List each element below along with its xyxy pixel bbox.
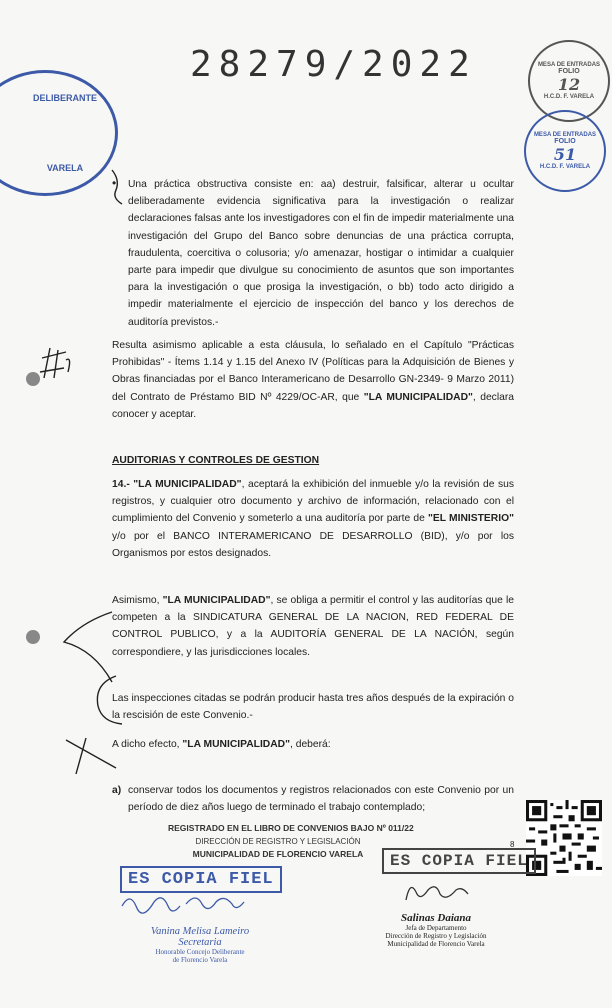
resulta-text-2: , declara conocer y aceptar. [112, 391, 514, 420]
folio-stamp-2-header: MESA DE ENTRADAS [533, 132, 597, 138]
left-signature-scribble [122, 898, 244, 913]
page-number: 8 [510, 840, 515, 849]
left-signature-role: Secretaria [178, 937, 222, 948]
asimismo-text-1: Asimismo, [112, 595, 163, 606]
folio-stamp-2-label: FOLIO [554, 138, 576, 145]
resulta-municipalidad: "LA MUNICIPALIDAD" [363, 391, 473, 403]
right-signature-name: Salinas Daiana [401, 912, 471, 924]
paragraph-14-ministerio: "EL MINISTERIO" [428, 513, 514, 525]
right-signature-role: Jefa de Departamento [405, 924, 467, 932]
deliberante-stamp-bottom: VARELA [46, 163, 84, 173]
paragraph-14-number: 14.- [112, 479, 134, 490]
paragraph-14-text-1: , aceptará la exhibición del inmueble y/o la revisión de sus registros, y cualquier otro documento y archivo de información, relacionado con el cumplimiento del Convenio y someterlo a una auditoría por parte de [112, 479, 514, 525]
right-signature-org-1: Dirección de Registro y Legislación [385, 932, 487, 940]
efecto-municipalidad: "LA MUNICIPALIDAD" [182, 739, 290, 750]
paragraph-inspecciones: Las inspecciones citadas se podrán producir hasta tres años después de la expiración o la rescisión de este Convenio.- [112, 693, 514, 722]
registry-line-3: MUNICIPALIDAD DE FLORENCIO VARELA [192, 849, 364, 859]
asimismo-municipalidad: "LA MUNICIPALIDAD" [162, 595, 271, 606]
efecto-text-2: , deberá: [290, 739, 331, 750]
left-signature-org-1: Honorable Concejo Deliberante [155, 948, 245, 956]
folio-stamp-1-footer: H.C.D. F. VARELA [543, 94, 595, 100]
file-number: 28279/2022 [190, 44, 477, 85]
bullet-mark: • [112, 176, 117, 190]
paragraph-obstructive-practice: Una práctica obstructiva consiste en: aa) destruir, falsificar, alterar u ocultar deliberadamente evidencia significativa para la investigación o realizar declaraciones falsas ante los investigadores con el fin de impedir materialmente una investigación del Grupo del Banco sobre denuncias de una práctica corrupta, fraudulenta, coercitiva o colusoria; y/o amenazar, hostigar o intimidar a cualquier parte para impedir que divulgue su conocimiento de asuntos que son importantes para la investigación o que prosiga la investigación, o bb) todo acto dirigido a impedir materialmente el ejercicio de inspección del banco y los derechos de auditoría previstos.- [128, 179, 514, 328]
folio-stamp-1-label: FOLIO [558, 68, 580, 75]
left-signature-block [110, 926, 290, 964]
right-signature-block [356, 912, 516, 948]
deliberante-stamp-top: DELIBERANTE [32, 93, 97, 103]
registry-line-1: REGISTRADO EN EL LIBRO DE CONVENIOS BAJO Nº 011/22 [168, 823, 414, 833]
paragraph-14-municipalidad: "LA MUNICIPALIDAD" [133, 479, 242, 490]
section-heading-auditorias: AUDITORIAS Y CONTROLES DE GESTION [112, 455, 320, 466]
registry-line-2: DIRECCIÓN DE REGISTRO Y LEGISLACIÓN [195, 837, 361, 846]
left-signature-name: Vanina Melisa Lameiro [150, 926, 250, 937]
copia-fiel-stamp-left: ES COPIA FIEL [120, 866, 282, 893]
paragraph-14-text-2: y/o por el BANCO INTERAMERICANO DE DESARROLLO (BID), y/o por los Organismos por estos designados. [112, 530, 514, 559]
folio-stamp-2-footer: H.C.D. F. VARELA [539, 164, 591, 170]
right-signature-scribble [406, 887, 468, 900]
efecto-text-1: A dicho efecto, [112, 739, 183, 750]
resulta-text-1: Resulta asimismo aplicable a esta cláusula, lo señalado en el Capítulo "Prácticas Prohibidas" - Ítems 1.14 y 1.15 del Anexo IV (Políticas para la Adquisición de Bienes y Obras financiadas por el Banco Interamericano de Desarrollo GN-2349- 9 Marzo 2011) del Contrato de Préstamo BID Nº 4229/OC-AR, que [112, 340, 514, 403]
folio-stamp-1-header: MESA DE ENTRADAS [537, 62, 601, 68]
left-signature-org-2: de Florencio Varela [172, 956, 228, 964]
item-a-label: a) [112, 785, 122, 796]
right-signature-org-2: Municipalidad de Florencio Varela [387, 940, 485, 948]
folio-stamp-2-number: 51 [553, 145, 577, 164]
copia-fiel-stamp-right: ES COPIA FIEL [382, 848, 536, 874]
asimismo-text-2: , se obliga a permitir el control y las auditorías que le competen a la SINDICATURA GENERAL DE LA NACION, RED FEDERAL DE CONTROL PUBLICO, y a la AUDITORÍA GENERAL DE LA NACIÓN, según correspondiere, y las jurisdicciones locales. [112, 595, 515, 658]
folio-stamp-1-number: 12 [557, 75, 581, 94]
item-a-text: conservar todos los documentos y registros relacionados con este Convenio por un período de diez años luego de terminado el trabajo contemplado; [128, 785, 514, 814]
